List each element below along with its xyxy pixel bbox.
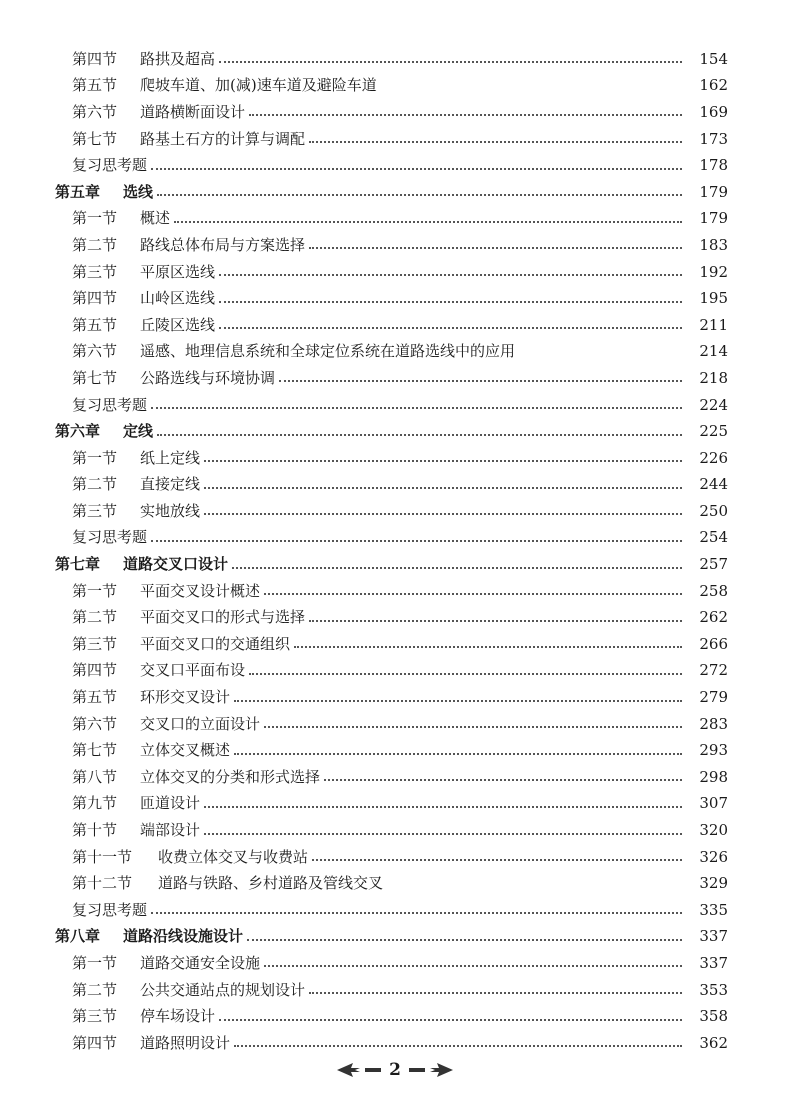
dot-leader bbox=[219, 1019, 682, 1021]
toc-entry-title: 道路横断面设计 bbox=[140, 102, 246, 121]
toc-entry-number: 第五节 bbox=[72, 76, 118, 95]
toc-entry-number: 第七节 bbox=[72, 129, 118, 148]
left-arrow-ornament-icon bbox=[335, 1062, 383, 1078]
toc-entry-number: 第三节 bbox=[72, 1007, 118, 1026]
toc-entry-title: 复习思考题 bbox=[72, 900, 148, 919]
toc-entry-number: 第七章 bbox=[55, 555, 101, 574]
toc-page-number: 320 bbox=[699, 821, 728, 840]
dot-leader bbox=[219, 61, 682, 63]
toc-entry-number: 第五章 bbox=[55, 182, 101, 201]
toc-entry-number: 第四节 bbox=[72, 661, 118, 680]
toc-section-row[interactable] bbox=[0, 498, 790, 525]
table-of-contents bbox=[0, 46, 790, 1057]
toc-section-row[interactable] bbox=[0, 525, 790, 552]
toc-chapter-row[interactable] bbox=[0, 924, 790, 951]
toc-entry-title: 路基土石方的计算与调配 bbox=[140, 129, 306, 148]
dot-leader bbox=[151, 540, 682, 542]
toc-page-number: 250 bbox=[699, 501, 728, 520]
dot-leader bbox=[309, 620, 682, 622]
toc-page-number: 326 bbox=[699, 847, 728, 866]
toc-entry-number: 第七节 bbox=[72, 741, 118, 760]
page-footer bbox=[0, 1060, 790, 1080]
toc-entry-title: 平面交叉口的形式与选择 bbox=[140, 608, 306, 627]
toc-entry-title: 立体交叉的分类和形式选择 bbox=[140, 767, 321, 786]
toc-entry-title: 平面交叉设计概述 bbox=[140, 581, 261, 600]
toc-entry-title: 平面交叉口的交通组织 bbox=[140, 634, 291, 653]
toc-section-row[interactable] bbox=[0, 46, 790, 73]
toc-section-row[interactable] bbox=[0, 206, 790, 233]
right-arrow-ornament-icon bbox=[407, 1062, 455, 1078]
toc-entry-title: 收费立体交叉与收费站 bbox=[158, 847, 309, 866]
toc-entry-title: 道路与铁路、乡村道路及管线交叉 bbox=[158, 874, 384, 893]
toc-entry-number: 第八节 bbox=[72, 767, 118, 786]
dot-leader bbox=[157, 434, 682, 436]
dot-leader bbox=[264, 965, 682, 967]
toc-entry-title: 复习思考题 bbox=[72, 528, 148, 547]
toc-section-row[interactable] bbox=[0, 312, 790, 339]
dot-leader bbox=[151, 168, 682, 170]
toc-page-number: 353 bbox=[699, 980, 728, 999]
dot-leader bbox=[279, 380, 682, 382]
toc-entry-number: 第六节 bbox=[72, 102, 118, 121]
toc-entry-title: 停车场设计 bbox=[140, 1007, 216, 1026]
toc-page-number: 362 bbox=[699, 1033, 728, 1052]
toc-page-number: 307 bbox=[699, 794, 728, 813]
toc-page-number: 178 bbox=[699, 156, 728, 175]
toc-page-number: 218 bbox=[699, 368, 728, 387]
toc-section-row[interactable] bbox=[0, 578, 790, 605]
dot-leader bbox=[151, 912, 682, 914]
page-number: 2 bbox=[389, 1060, 401, 1080]
dot-leader bbox=[324, 779, 682, 781]
toc-section-row[interactable] bbox=[0, 631, 790, 658]
toc-section-row[interactable] bbox=[0, 1003, 790, 1030]
toc-entry-number: 第二节 bbox=[72, 608, 118, 627]
toc-section-row[interactable] bbox=[0, 126, 790, 153]
dot-leader bbox=[309, 992, 682, 994]
dot-leader bbox=[204, 487, 682, 489]
toc-entry-number: 第一节 bbox=[72, 209, 118, 228]
toc-page-number: 162 bbox=[699, 76, 728, 95]
toc-section-row[interactable] bbox=[0, 684, 790, 711]
toc-entry-number: 第六节 bbox=[72, 714, 118, 733]
toc-section-row[interactable] bbox=[0, 365, 790, 392]
toc-page-number: 298 bbox=[699, 767, 728, 786]
toc-page-number: 279 bbox=[699, 688, 728, 707]
toc-entry-title: 道路交通安全设施 bbox=[140, 953, 261, 972]
toc-page-number: 272 bbox=[699, 661, 728, 680]
toc-section-row[interactable] bbox=[0, 445, 790, 472]
toc-page-number: 225 bbox=[699, 422, 728, 441]
dot-leader bbox=[204, 833, 682, 835]
toc-entry-number: 第八章 bbox=[55, 927, 101, 946]
dot-leader bbox=[309, 247, 682, 249]
toc-entry-title: 山岭区选线 bbox=[140, 289, 216, 308]
toc-entry-title: 实地放线 bbox=[140, 501, 201, 520]
dot-leader bbox=[264, 726, 682, 728]
toc-entry-title: 路拱及超高 bbox=[140, 49, 216, 68]
toc-entry-number: 第一节 bbox=[72, 953, 118, 972]
toc-page-number: 244 bbox=[699, 475, 728, 494]
toc-page-number: 183 bbox=[699, 235, 728, 254]
toc-entry-number: 第七节 bbox=[72, 368, 118, 387]
toc-entry-number: 第一节 bbox=[72, 581, 118, 600]
toc-entry-number: 第四节 bbox=[72, 49, 118, 68]
toc-entry-number: 第九节 bbox=[72, 794, 118, 813]
dot-leader bbox=[264, 593, 682, 595]
toc-entry-number: 第十二节 bbox=[72, 874, 133, 893]
dot-leader bbox=[219, 274, 682, 276]
toc-entry-title: 道路照明设计 bbox=[140, 1033, 231, 1052]
toc-entry-number: 第六节 bbox=[72, 342, 118, 361]
toc-entry-number: 第五节 bbox=[72, 315, 118, 334]
toc-section-row[interactable] bbox=[0, 658, 790, 685]
toc-page-number: 293 bbox=[699, 741, 728, 760]
toc-page-number: 154 bbox=[699, 49, 728, 68]
toc-section-row[interactable] bbox=[0, 977, 790, 1004]
toc-entry-number: 第十节 bbox=[72, 821, 118, 840]
toc-entry-number: 第三节 bbox=[72, 262, 118, 281]
toc-entry-number: 第二节 bbox=[72, 235, 118, 254]
toc-section-row[interactable] bbox=[0, 232, 790, 259]
toc-section-row[interactable] bbox=[0, 259, 790, 286]
toc-page-number: 283 bbox=[699, 714, 728, 733]
toc-page-number: 169 bbox=[699, 102, 728, 121]
toc-entry-title: 爬坡车道、加(减)速车道及避险车道 bbox=[140, 76, 377, 95]
toc-page-number: 358 bbox=[699, 1007, 728, 1026]
toc-entry-number: 第三节 bbox=[72, 634, 118, 653]
toc-page-number: 211 bbox=[699, 315, 728, 334]
toc-entry-number: 第五节 bbox=[72, 688, 118, 707]
dot-leader bbox=[219, 301, 682, 303]
toc-entry-title: 公共交通站点的规划设计 bbox=[140, 980, 306, 999]
toc-page-number: 226 bbox=[699, 448, 728, 467]
toc-chapter-row[interactable] bbox=[0, 551, 790, 578]
toc-page-number: 224 bbox=[699, 395, 728, 414]
toc-entry-title: 选线 bbox=[123, 182, 154, 201]
toc-section-row[interactable] bbox=[0, 285, 790, 312]
dot-leader bbox=[204, 806, 682, 808]
toc-section-row[interactable] bbox=[0, 711, 790, 738]
dot-leader bbox=[249, 673, 682, 675]
toc-section-row[interactable] bbox=[0, 791, 790, 818]
dot-leader bbox=[247, 939, 682, 941]
toc-entry-title: 匝道设计 bbox=[140, 794, 201, 813]
toc-section-row[interactable] bbox=[0, 897, 790, 924]
dot-leader bbox=[234, 700, 682, 702]
toc-entry-title: 遥感、地理信息系统和全球定位系统在道路选线中的应用 bbox=[140, 342, 516, 361]
dot-leader bbox=[234, 1045, 682, 1047]
toc-entry-title: 公路选线与环境协调 bbox=[140, 368, 276, 387]
toc-page-number: 329 bbox=[699, 874, 728, 893]
toc-entry-title: 概述 bbox=[140, 209, 171, 228]
dot-leader bbox=[151, 407, 682, 409]
toc-page-number: 335 bbox=[699, 900, 728, 919]
toc-entry-number: 第四节 bbox=[72, 289, 118, 308]
toc-section-row[interactable] bbox=[0, 392, 790, 419]
toc-page-number: 258 bbox=[699, 581, 728, 600]
toc-entry-title: 丘陵区选线 bbox=[140, 315, 216, 334]
toc-entry-title: 端部设计 bbox=[140, 821, 201, 840]
toc-entry-title: 复习思考题 bbox=[72, 156, 148, 175]
toc-entry-title: 路线总体布局与方案选择 bbox=[140, 235, 306, 254]
toc-page-number: 337 bbox=[699, 953, 728, 972]
dot-leader bbox=[294, 646, 682, 648]
toc-section-row[interactable] bbox=[0, 339, 790, 366]
toc-entry-title: 交叉口平面布设 bbox=[140, 661, 246, 680]
toc-section-row[interactable] bbox=[0, 844, 790, 871]
dot-leader bbox=[232, 567, 682, 569]
toc-page-number: 195 bbox=[699, 289, 728, 308]
toc-entry-title: 道路沿线设施设计 bbox=[123, 927, 244, 946]
toc-entry-title: 纸上定线 bbox=[140, 448, 201, 467]
toc-chapter-row[interactable] bbox=[0, 418, 790, 445]
toc-entry-title: 定线 bbox=[123, 422, 154, 441]
dot-leader bbox=[204, 460, 682, 462]
toc-entry-title: 环形交叉设计 bbox=[140, 688, 231, 707]
dot-leader bbox=[249, 114, 682, 116]
toc-page-number: 337 bbox=[699, 927, 728, 946]
toc-section-row[interactable] bbox=[0, 737, 790, 764]
dot-leader bbox=[174, 221, 682, 223]
toc-entry-title: 复习思考题 bbox=[72, 395, 148, 414]
toc-page-number: 173 bbox=[699, 129, 728, 148]
toc-entry-title: 交叉口的立面设计 bbox=[140, 714, 261, 733]
toc-page-number: 179 bbox=[699, 209, 728, 228]
toc-section-row[interactable] bbox=[0, 472, 790, 499]
toc-entry-title: 立体交叉概述 bbox=[140, 741, 231, 760]
toc-page-number: 254 bbox=[699, 528, 728, 547]
toc-entry-number: 第四节 bbox=[72, 1033, 118, 1052]
toc-page-number: 214 bbox=[699, 342, 728, 361]
toc-section-row[interactable] bbox=[0, 870, 790, 897]
dot-leader bbox=[309, 141, 682, 143]
toc-entry-number: 第十一节 bbox=[72, 847, 133, 866]
toc-page-number: 266 bbox=[699, 634, 728, 653]
toc-section-row[interactable] bbox=[0, 73, 790, 100]
toc-entry-number: 第三节 bbox=[72, 501, 118, 520]
toc-entry-number: 第二节 bbox=[72, 475, 118, 494]
toc-page-number: 192 bbox=[699, 262, 728, 281]
dot-leader bbox=[157, 194, 682, 196]
toc-entry-title: 直接定线 bbox=[140, 475, 201, 494]
toc-page-number: 179 bbox=[699, 182, 728, 201]
dot-leader bbox=[312, 859, 682, 861]
toc-section-row[interactable] bbox=[0, 604, 790, 631]
toc-section-row[interactable] bbox=[0, 99, 790, 126]
dot-leader bbox=[219, 327, 682, 329]
toc-chapter-row[interactable] bbox=[0, 179, 790, 206]
toc-page-number: 257 bbox=[699, 555, 728, 574]
toc-section-row[interactable] bbox=[0, 764, 790, 791]
toc-entry-number: 第一节 bbox=[72, 448, 118, 467]
toc-section-row[interactable] bbox=[0, 1030, 790, 1057]
toc-page-number: 262 bbox=[699, 608, 728, 627]
toc-entry-title: 平原区选线 bbox=[140, 262, 216, 281]
dot-leader bbox=[234, 753, 682, 755]
toc-section-row[interactable] bbox=[0, 152, 790, 179]
dot-leader bbox=[204, 513, 682, 515]
toc-entry-number: 第二节 bbox=[72, 980, 118, 999]
toc-section-row[interactable] bbox=[0, 817, 790, 844]
toc-section-row[interactable] bbox=[0, 950, 790, 977]
toc-entry-number: 第六章 bbox=[55, 422, 101, 441]
toc-entry-title: 道路交叉口设计 bbox=[123, 555, 229, 574]
